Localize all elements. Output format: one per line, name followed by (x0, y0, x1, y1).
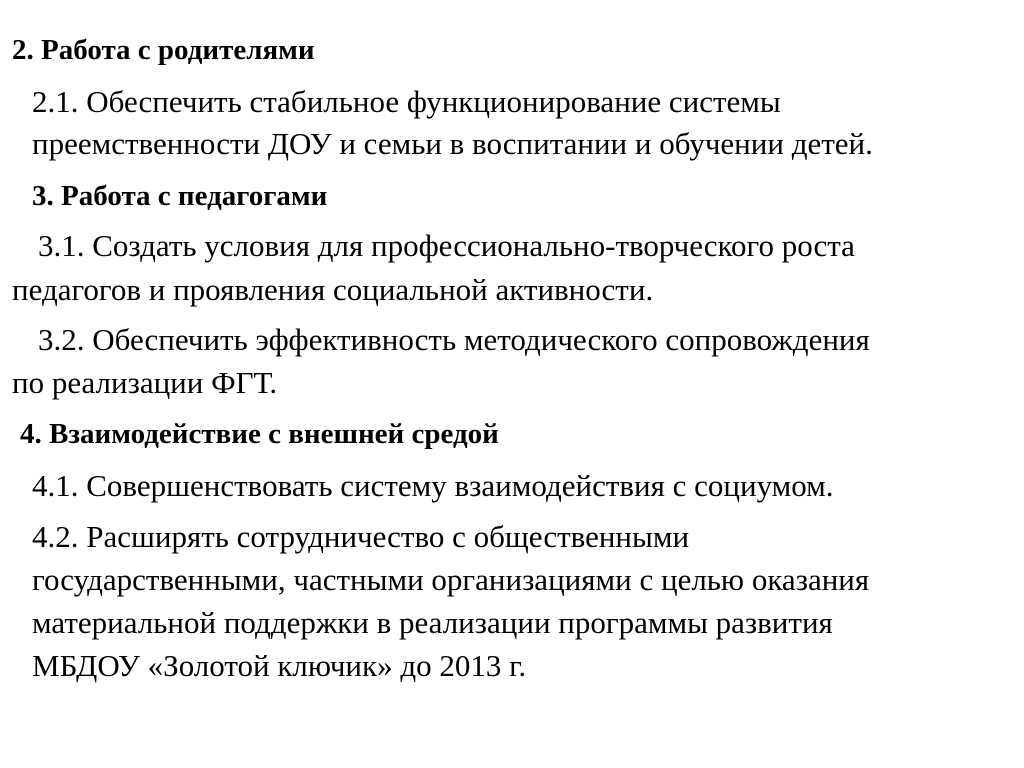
item-4-2-line-1: 4.2. Расширять сотрудничество с общественными (32, 519, 690, 554)
item-4-2-line-2: государственными, частными организациями с целью оказания (32, 562, 870, 597)
item-4-2-line-3: материальной поддержки в реализации программы развития (32, 605, 833, 640)
item-2-1-line-2: преемственности ДОУ и семьи в воспитании и обучении детей. (32, 126, 873, 161)
section-heading-parents: 2. Работа с родителями (12, 34, 315, 66)
item-3-1-line-1: 3.1. Создать условия для профессионально-творческого роста (38, 228, 855, 263)
section-heading-external: 4. Взаимодействие с внешней средой (20, 418, 499, 450)
section-heading-teachers: 3. Работа с педагогами (32, 180, 328, 212)
item-2-1-line-1: 2.1. Обеспечить стабильное функционирование системы (32, 84, 781, 119)
item-3-2-line-1: 3.2. Обеспечить эффективность методического сопровождения (38, 322, 870, 357)
item-3-1-line-2: педагогов и проявления социальной активности. (12, 272, 654, 307)
item-4-2-line-4: МБДОУ «Золотой ключик» до 2013 г. (32, 648, 527, 683)
item-3-2-line-2: по реализации ФГТ. (12, 365, 278, 400)
item-4-1-line-1: 4.1. Совершенствовать систему взаимодействия с социумом. (32, 468, 834, 503)
